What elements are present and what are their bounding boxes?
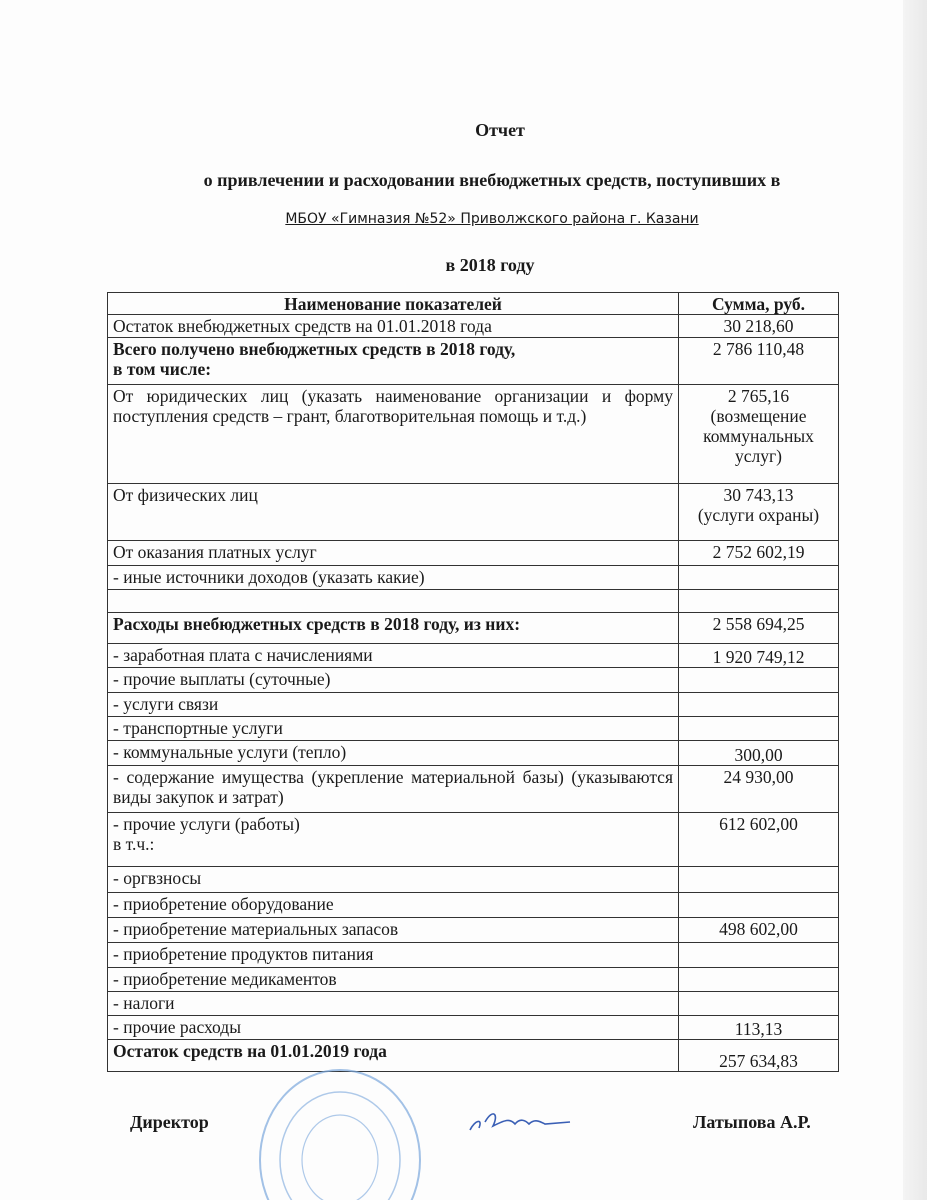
report-subtitle: о привлечении и расходовании внебюджетных средств, поступивших в: [203, 170, 781, 190]
row-amount: 113,13: [679, 1016, 839, 1040]
row-amount: [679, 943, 839, 968]
row-label: - приобретение материальных запасов: [108, 918, 679, 943]
row-label: Всего получено внебюджетных средств в 2018 году, в том числе:: [108, 338, 679, 385]
row-amount: [679, 590, 839, 613]
row-label: - услуги связи: [108, 693, 679, 717]
row-label: Расходы внебюджетных средств в 2018 году, из них:: [108, 613, 679, 644]
row-label: - коммунальные услуги (тепло): [108, 741, 679, 766]
table-row: [108, 943, 839, 968]
organization-stamp: [255, 1065, 425, 1200]
column-header-indicator: Наименование показателей: [108, 293, 679, 315]
table-row: [108, 484, 839, 541]
row-amount: 300,00: [679, 741, 839, 766]
table-row: [108, 992, 839, 1016]
director-signature: [465, 1100, 575, 1140]
row-label: - прочие выплаты (суточные): [108, 668, 679, 693]
director-label: Директор: [130, 1112, 209, 1132]
row-amount: 30 218,60: [679, 315, 839, 338]
row-amount: [679, 867, 839, 893]
row-label: Остаток внебюджетных средств на 01.01.2018 года: [108, 315, 679, 338]
table-row: [108, 693, 839, 717]
report-title: Отчет: [475, 120, 525, 140]
table-row: [108, 541, 839, 566]
table-row: [108, 766, 839, 813]
table-row: [108, 644, 839, 668]
row-amount: [679, 992, 839, 1016]
row-amount: [679, 717, 839, 741]
row-label: От физических лиц: [108, 484, 679, 541]
row-amount: 498 602,00: [679, 918, 839, 943]
table-row: [108, 590, 839, 613]
table-row: [108, 668, 839, 693]
row-amount: [679, 893, 839, 918]
row-amount: [679, 668, 839, 693]
table-row: [108, 717, 839, 741]
row-label: - прочие услуги (работы) в т.ч.:: [108, 813, 679, 867]
row-amount: [679, 566, 839, 590]
row-label: [108, 590, 679, 613]
row-amount: 2 786 110,48: [679, 338, 839, 385]
row-amount: 30 743,13 (услуги охраны): [679, 484, 839, 541]
column-header-amount: Сумма, руб.: [679, 293, 839, 315]
report-year: в 2018 году: [445, 255, 535, 275]
table-row: [108, 893, 839, 918]
table-row: [108, 741, 839, 766]
table-row: [108, 968, 839, 992]
table-row: [108, 613, 839, 644]
table-row: [108, 1016, 839, 1040]
row-amount: 257 634,83: [679, 1040, 839, 1072]
table-row: [108, 918, 839, 943]
row-label: - приобретение медикаментов: [108, 968, 679, 992]
table-row: [108, 338, 839, 385]
table-row: [108, 385, 839, 484]
row-amount: 612 602,00: [679, 813, 839, 867]
row-label: - транспортные услуги: [108, 717, 679, 741]
organization-name-text: МБОУ «Гимназия №52» Приволжского района г. Казани: [285, 211, 699, 227]
row-label: - приобретение продуктов питания: [108, 943, 679, 968]
row-amount: 24 930,00: [679, 766, 839, 813]
table-row: [108, 813, 839, 867]
table-row: [108, 1040, 839, 1072]
row-amount: [679, 693, 839, 717]
row-label: - прочие расходы: [108, 1016, 679, 1040]
table-header-row: [108, 293, 839, 315]
table-row: [108, 867, 839, 893]
row-amount: 2 752 602,19: [679, 541, 839, 566]
report-table: [107, 292, 839, 1072]
row-label: - оргвзносы: [108, 867, 679, 893]
row-label: - иные источники доходов (указать какие): [108, 566, 679, 590]
row-label: - приобретение оборудование: [108, 893, 679, 918]
row-amount: 1 920 749,12: [679, 644, 839, 668]
table-row: [108, 315, 839, 338]
row-label: Остаток средств на 01.01.2019 года: [108, 1040, 679, 1072]
row-label: От оказания платных услуг: [108, 541, 679, 566]
row-amount: 2 558 694,25: [679, 613, 839, 644]
row-label: - содержание имущества (укрепление материальной базы) (указываются виды закупок и затрат): [108, 766, 679, 813]
table-row: [108, 566, 839, 590]
row-label: От юридических лиц (указать наименование организации и форму поступления средств – грант, благотворительная помощь и т.д.): [108, 385, 679, 484]
row-amount: 2 765,16 (возмещение коммунальных услуг): [679, 385, 839, 484]
row-label: - налоги: [108, 992, 679, 1016]
row-amount: [679, 968, 839, 992]
organization-name: [0, 211, 927, 227]
director-name: Латыпова А.Р.: [693, 1112, 811, 1132]
row-label: - заработная плата с начислениями: [108, 644, 679, 668]
